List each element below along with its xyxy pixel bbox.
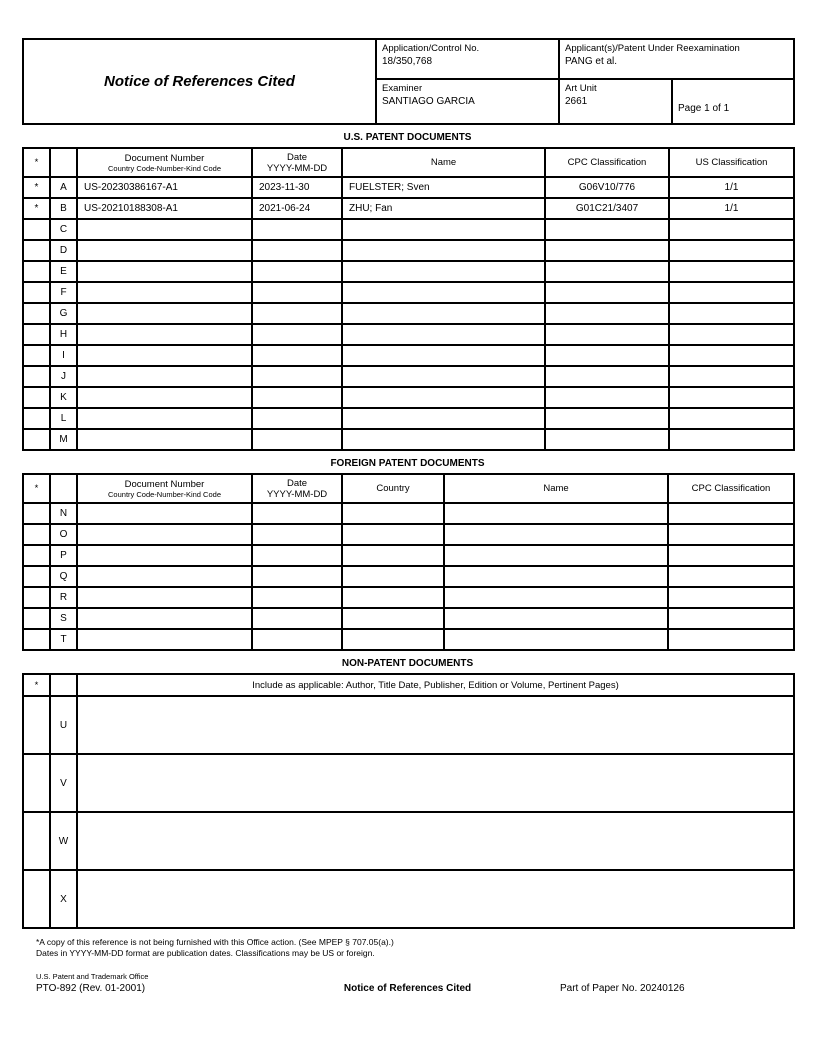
letter-cell: M xyxy=(50,429,77,450)
table-row xyxy=(23,198,794,219)
cpc-classification-cell xyxy=(545,429,669,450)
document-number-cell xyxy=(77,324,252,345)
cpc-classification-cell xyxy=(545,408,669,429)
star-cell xyxy=(23,566,50,587)
country-cell xyxy=(342,524,444,545)
star-cell xyxy=(23,408,50,429)
name-cell xyxy=(444,587,668,608)
us-classification-cell xyxy=(669,240,794,261)
star-cell xyxy=(23,387,50,408)
cpc-classification-cell xyxy=(545,387,669,408)
country-cell xyxy=(342,587,444,608)
cpc-classification-cell xyxy=(668,503,794,524)
application-number-value: 18/350,768 xyxy=(382,56,433,67)
letter-column-header xyxy=(50,674,77,696)
table-row xyxy=(23,754,794,812)
letter-cell: N xyxy=(50,503,77,524)
letter-cell: R xyxy=(50,587,77,608)
date-cell: 2021-06-24 xyxy=(252,198,342,219)
cpc-classification-cell xyxy=(545,219,669,240)
document-number-header-label: Document Number xyxy=(124,478,205,490)
document-number-cell xyxy=(77,408,252,429)
date-cell xyxy=(252,240,342,261)
cpc-classification-cell xyxy=(668,608,794,629)
star-column-header: * xyxy=(23,148,50,177)
form-footer xyxy=(22,983,793,997)
table-row xyxy=(23,345,794,366)
table-row xyxy=(23,608,794,629)
letter-cell: O xyxy=(50,524,77,545)
letter-cell: I xyxy=(50,345,77,366)
footnote-line-1: *A copy of this reference is not being furnished with this Office action. (See MPEP § 707.05(a).) xyxy=(36,937,394,947)
star-cell xyxy=(23,870,50,928)
table-row xyxy=(23,282,794,303)
letter-cell: B xyxy=(50,198,77,219)
date-cell xyxy=(252,219,342,240)
letter-cell: P xyxy=(50,545,77,566)
name-cell xyxy=(342,303,545,324)
star-cell xyxy=(23,366,50,387)
star-cell xyxy=(23,587,50,608)
name-cell xyxy=(342,282,545,303)
star-cell xyxy=(23,429,50,450)
cpc-classification-cell xyxy=(668,524,794,545)
letter-cell: E xyxy=(50,261,77,282)
table-row xyxy=(23,366,794,387)
date-cell xyxy=(252,587,342,608)
header-row-1 xyxy=(23,39,794,79)
letter-cell: Q xyxy=(50,566,77,587)
date-column-header xyxy=(252,148,342,177)
table-row xyxy=(23,240,794,261)
date-cell xyxy=(252,345,342,366)
cpc-classification-cell xyxy=(668,587,794,608)
country-cell xyxy=(342,566,444,587)
cpc-classification-cell xyxy=(668,629,794,650)
table-row xyxy=(23,177,794,198)
uspto-office-line: U.S. Patent and Trademark Office xyxy=(36,972,149,981)
document-number-cell xyxy=(77,429,252,450)
table-row xyxy=(23,696,794,754)
table-row xyxy=(23,503,794,524)
star-cell xyxy=(23,754,50,812)
table-row xyxy=(23,324,794,345)
star-cell xyxy=(23,324,50,345)
form-header-box xyxy=(22,38,795,125)
date-cell xyxy=(252,261,342,282)
us-classification-column-header: US Classification xyxy=(669,148,794,177)
table-row xyxy=(23,545,794,566)
us-classification-cell xyxy=(669,387,794,408)
document-number-cell xyxy=(77,524,252,545)
date-cell xyxy=(252,503,342,524)
date-header-sublabel: YYYY-MM-DD xyxy=(266,488,328,500)
date-cell xyxy=(252,366,342,387)
letter-cell: K xyxy=(50,387,77,408)
document-number-cell xyxy=(77,587,252,608)
star-cell: * xyxy=(23,177,50,198)
star-column-header: * xyxy=(23,474,50,503)
table-row xyxy=(23,629,794,650)
table-row xyxy=(23,261,794,282)
name-cell xyxy=(444,503,668,524)
letter-cell: V xyxy=(50,754,77,812)
citation-cell xyxy=(77,754,794,812)
name-cell xyxy=(444,524,668,545)
date-cell xyxy=(252,408,342,429)
form-title-cell xyxy=(23,39,376,124)
document-number-cell xyxy=(77,503,252,524)
star-cell xyxy=(23,240,50,261)
name-cell xyxy=(342,240,545,261)
star-cell xyxy=(23,219,50,240)
letter-cell: G xyxy=(50,303,77,324)
date-cell xyxy=(252,566,342,587)
us-classification-cell xyxy=(669,345,794,366)
cpc-classification-cell xyxy=(545,324,669,345)
star-cell xyxy=(23,261,50,282)
art-unit-value: 2661 xyxy=(565,96,588,107)
application-number-label: Application/Control No. xyxy=(382,43,480,54)
cpc-classification-cell xyxy=(545,366,669,387)
letter-cell: H xyxy=(50,324,77,345)
examiner-label: Examiner xyxy=(382,83,423,94)
us-classification-cell xyxy=(669,408,794,429)
letter-column-header xyxy=(50,474,77,503)
foreign-patent-documents-title: FOREIGN PATENT DOCUMENTS xyxy=(330,458,485,469)
name-cell xyxy=(342,345,545,366)
date-cell xyxy=(252,387,342,408)
document-number-cell xyxy=(77,282,252,303)
date-cell xyxy=(252,303,342,324)
us-patent-documents-table xyxy=(22,147,795,451)
document-number-cell: US-20230386167-A1 xyxy=(77,177,252,198)
art-unit-cell xyxy=(559,79,672,124)
document-number-cell xyxy=(77,345,252,366)
cpc-classification-cell: G06V10/776 xyxy=(545,177,669,198)
star-cell: * xyxy=(23,198,50,219)
letter-cell: W xyxy=(50,812,77,870)
cpc-classification-cell xyxy=(668,545,794,566)
letter-cell: T xyxy=(50,629,77,650)
document-number-cell xyxy=(77,240,252,261)
citation-cell xyxy=(77,812,794,870)
date-cell xyxy=(252,629,342,650)
letter-cell: U xyxy=(50,696,77,754)
date-cell xyxy=(252,282,342,303)
star-cell xyxy=(23,524,50,545)
name-cell: ZHU; Fan xyxy=(342,198,545,219)
footnote-line-2: Dates in YYYY-MM-DD format are publication dates. Classifications may be US or foreign. xyxy=(36,948,375,958)
table-row xyxy=(23,387,794,408)
footnotes xyxy=(36,937,793,959)
document-number-cell xyxy=(77,219,252,240)
country-cell xyxy=(342,629,444,650)
document-number-header-sublabel: Country Code-Number-Kind Code xyxy=(108,163,221,173)
name-column-header: Name xyxy=(342,148,545,177)
cpc-classification-cell xyxy=(545,261,669,282)
star-cell xyxy=(23,282,50,303)
country-cell xyxy=(342,545,444,566)
table-row xyxy=(23,408,794,429)
document-number-column-header xyxy=(77,474,252,503)
name-cell xyxy=(342,219,545,240)
us-classification-cell xyxy=(669,261,794,282)
document-number-cell: US-20210188308-A1 xyxy=(77,198,252,219)
country-cell xyxy=(342,608,444,629)
table-row xyxy=(23,219,794,240)
name-cell: FUELSTER; Sven xyxy=(342,177,545,198)
paper-number: Part of Paper No. 20240126 xyxy=(560,983,685,994)
form-title: Notice of References Cited xyxy=(104,73,295,90)
non-patent-documents-title: NON-PATENT DOCUMENTS xyxy=(341,658,474,669)
star-cell xyxy=(23,345,50,366)
cpc-classification-cell xyxy=(545,282,669,303)
document-number-header-sublabel: Country Code-Number-Kind Code xyxy=(108,489,221,499)
us-patent-documents-title: U.S. PATENT DOCUMENTS xyxy=(343,132,472,143)
form-number: PTO-892 (Rev. 01-2001) xyxy=(36,983,146,994)
npl-table-header-row xyxy=(23,674,794,696)
document-number-cell xyxy=(77,366,252,387)
letter-cell: C xyxy=(50,219,77,240)
letter-cell: L xyxy=(50,408,77,429)
date-cell xyxy=(252,608,342,629)
table-row xyxy=(23,812,794,870)
document-number-cell xyxy=(77,629,252,650)
us-classification-cell xyxy=(669,282,794,303)
cpc-classification-cell xyxy=(545,345,669,366)
citation-cell xyxy=(77,696,794,754)
date-column-header xyxy=(252,474,342,503)
document-number-header-label: Document Number xyxy=(124,152,205,164)
cpc-classification-column-header: CPC Classification xyxy=(668,474,794,503)
page-number: Page 1 of 1 xyxy=(678,103,730,114)
table-row xyxy=(23,870,794,928)
name-cell xyxy=(342,408,545,429)
applicant-cell xyxy=(559,39,794,79)
star-cell xyxy=(23,503,50,524)
citation-column-header: Include as applicable: Author, Title Date, Publisher, Edition or Volume, Pertinent Pages) xyxy=(77,674,794,696)
letter-cell: S xyxy=(50,608,77,629)
foreign-table-header-row xyxy=(23,474,794,503)
foreign-patent-documents-table xyxy=(22,473,795,651)
letter-cell: D xyxy=(50,240,77,261)
applicant-value: PANG et al. xyxy=(565,56,618,67)
name-cell xyxy=(342,366,545,387)
star-cell xyxy=(23,629,50,650)
date-header-label: Date xyxy=(286,477,308,489)
document-number-column-header xyxy=(77,148,252,177)
letter-cell: X xyxy=(50,870,77,928)
date-cell xyxy=(252,545,342,566)
date-header-sublabel: YYYY-MM-DD xyxy=(266,162,328,174)
name-cell xyxy=(444,566,668,587)
cpc-classification-cell xyxy=(668,566,794,587)
document-number-cell xyxy=(77,608,252,629)
us-classification-cell: 1/1 xyxy=(669,177,794,198)
country-column-header: Country xyxy=(342,474,444,503)
cpc-classification-column-header: CPC Classification xyxy=(545,148,669,177)
document-number-cell xyxy=(77,387,252,408)
us-classification-cell xyxy=(669,303,794,324)
country-cell xyxy=(342,503,444,524)
footer-form-title: Notice of References Cited xyxy=(343,983,472,994)
star-cell xyxy=(23,812,50,870)
date-cell xyxy=(252,524,342,545)
citation-cell xyxy=(77,870,794,928)
table-row xyxy=(23,303,794,324)
name-cell xyxy=(342,429,545,450)
star-column-header: * xyxy=(23,674,50,696)
us-classification-cell: 1/1 xyxy=(669,198,794,219)
table-row xyxy=(23,566,794,587)
table-row xyxy=(23,524,794,545)
name-column-header: Name xyxy=(444,474,668,503)
applicant-label: Applicant(s)/Patent Under Reexamination xyxy=(565,43,740,54)
date-cell xyxy=(252,324,342,345)
us-classification-cell xyxy=(669,324,794,345)
star-cell xyxy=(23,608,50,629)
star-cell xyxy=(23,696,50,754)
letter-cell: A xyxy=(50,177,77,198)
non-patent-documents-table xyxy=(22,673,795,929)
name-cell xyxy=(444,629,668,650)
document-number-cell xyxy=(77,566,252,587)
table-row xyxy=(23,587,794,608)
document-number-cell xyxy=(77,545,252,566)
examiner-value: SANTIAGO GARCIA xyxy=(382,96,475,107)
document-number-cell xyxy=(77,261,252,282)
document-number-cell xyxy=(77,303,252,324)
art-unit-label: Art Unit xyxy=(565,83,597,94)
letter-column-header xyxy=(50,148,77,177)
name-cell xyxy=(342,261,545,282)
us-classification-cell xyxy=(669,366,794,387)
cpc-classification-cell xyxy=(545,303,669,324)
examiner-cell xyxy=(376,79,559,124)
form-content xyxy=(22,38,793,997)
star-cell xyxy=(23,303,50,324)
letter-cell: J xyxy=(50,366,77,387)
date-cell: 2023-11-30 xyxy=(252,177,342,198)
table-row xyxy=(23,429,794,450)
name-cell xyxy=(342,324,545,345)
application-number-cell xyxy=(376,39,559,79)
us-classification-cell xyxy=(669,219,794,240)
star-cell xyxy=(23,545,50,566)
date-header-label: Date xyxy=(286,151,308,163)
cpc-classification-cell: G01C21/3407 xyxy=(545,198,669,219)
us-table-header-row xyxy=(23,148,794,177)
letter-cell: F xyxy=(50,282,77,303)
cpc-classification-cell xyxy=(545,240,669,261)
page-number-cell xyxy=(672,79,794,124)
name-cell xyxy=(444,608,668,629)
name-cell xyxy=(444,545,668,566)
date-cell xyxy=(252,429,342,450)
us-classification-cell xyxy=(669,429,794,450)
name-cell xyxy=(342,387,545,408)
